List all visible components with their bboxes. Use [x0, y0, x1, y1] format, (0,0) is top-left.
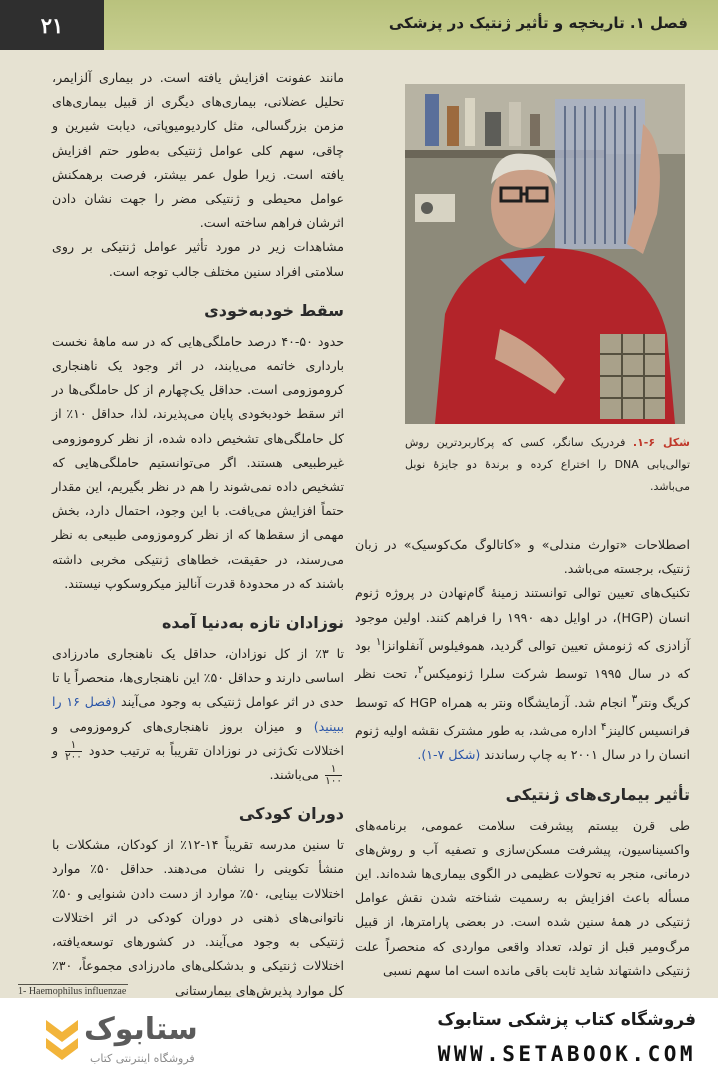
figure-photo-sanger — [405, 84, 685, 424]
newborns-paragraph — [52, 642, 344, 787]
store-banner[interactable] — [0, 998, 718, 1080]
section-heading-miscarriage: سقط خودبه‌خودی — [204, 300, 344, 320]
logo-chevron-icon — [42, 1012, 82, 1070]
right-column — [355, 533, 690, 983]
figure-caption-text: فردریک سانگر، کسی که پرکاربردترین روش توالی‌یابی DNA را اختراع کرده و برندۀ دو جایزۀ نوبل می‌باشد. — [405, 436, 690, 493]
sequencing-text-e: اداره می‌شد، به طور مشترک نقشه اولیه ژنوم انسان را در سال ۲۰۰۱ به چاپ رساندند — [355, 723, 690, 763]
fraction-numerator: ۱ — [65, 740, 82, 752]
footnote-marker: ۳ — [631, 692, 638, 705]
setabook-logo[interactable] — [42, 1012, 272, 1070]
store-name: فروشگاه کتاب پزشکی ستابوک — [437, 1010, 696, 1030]
footnote-divider — [18, 984, 128, 985]
section-heading-childhood: دوران کودکی — [238, 804, 344, 824]
newborns-text-a: تا ۳٪ از کل نوزادان، حداقل یک ناهنجاری مادرزادی اساسی دارند و حداقل ۵۰٪ این ناهنجاری‌ها، منحصراً یا تا حدی در اثر عوامل ژنتیکی به وجود می‌آیند — [52, 646, 344, 710]
footnote-marker: ۱ — [375, 635, 382, 648]
chapter-16-link[interactable]: (فصل ۱۶ را ببینید) — [52, 694, 344, 734]
fraction-one-100 — [325, 764, 342, 787]
newborns-end: می‌باشند. — [269, 767, 320, 783]
fraction-one-200 — [65, 740, 82, 763]
terms-paragraph: اصطلاحات «توارث مندلی» و «کاتالوگ مک‌کوسیک» در زبان ژنتیک، برجسته می‌باشد. — [355, 537, 690, 577]
sequencing-paragraph — [355, 581, 690, 767]
figure-label: شکل ۶-۱. — [632, 436, 690, 449]
left-column — [52, 66, 344, 998]
logo-wordmark: ستابوک — [84, 1012, 198, 1047]
fraction-numerator: ۱ — [325, 764, 342, 776]
page-number: ۲۱ — [0, 0, 104, 50]
genetic-impact-paragraph: طی قرن بیستم پیشرفت سلامت عمومی، برنامه‌های واکسیناسیون، پیشرفت مسکن‌سازی و تصفیه آب و روش‌های درمانی، منجر به تحولات عظیمی در الگوی بیماری‌ها شده‌اند. این مسأله باعث افزایش به رسمیت شناخته شدن نقش عوامل ژنتیکی در همۀ سنین شده است. در بعضی پارامترها، از قبیل مرگ‌ومیر قبل از تولد، تعداد واقعی مواردی که منحصراً علت ژنتیکی داشتهاند شاید ثابت باقی مانده است اما سهم نسبی — [355, 817, 690, 978]
fraction-denominator: ۲۰۰ — [65, 750, 82, 763]
fraction-joiner: و — [52, 742, 59, 758]
childhood-paragraph: تا سنین مدرسه تقریباً ۱۴-۱۲٪ از کودکان، مشکلات با منشأ تکوینی را نشان می‌دهند. حداقل ۵۰٪ موارد اختلالات بینایی، ۵۰٪ موارد از دست دادن شنوایی و ۵۰٪ ناتوانی‌های ذهنی در دوران کودکی در اثر اختلالات ژنتیکی به وجود می‌آیند. در کشورهای توسعه‌یافته، اختلالات ژنتیکی و بدشکلی‌های مادرزادی مجموعاً، ۳۰٪ کل موارد پذیرش‌های بیمارستانی — [52, 837, 344, 998]
miscarriage-paragraph: حدود ۵۰-۴۰ درصد حاملگی‌هایی که در سه ماهۀ نخست بارداری خاتمه می‌یابند، در اثر وجود یک ناهنجاری کروموزومی است. حداقل یک‌چهارم از کل حاملگی‌ها در اثر سقط خودبخودی پایان می‌پذیرند، لذا، حداقل ۱۰٪ از کل حاملگی‌های تشخیص داده شده، از نظر کروموزومی غیرطبیعی هستند. اگر می‌توانستیم حاملگی‌هایی که تشخیص داده نمی‌شوند را هم در نظر بگیریم، این مقدار حتماً افزایش می‌یافت. با این وجود، احتمال دارد، بخش مهمی از سقط‌ها که از نظر کروموزومی طبیعی به نظر می‌رسند، در حقیقت، خطاهای ژنتیکی مخربی داشته باشند که در محدودۀ قدرت آنالیز میکروسکوپ نیستند. — [52, 333, 344, 591]
sequencing-text-b: بود که در سال ۱۹۹۵ توسط شرکت سلرا ژنومیکس — [355, 638, 690, 682]
fraction-denominator: ۱۰۰ — [325, 775, 342, 788]
portrait-illustration — [405, 84, 685, 424]
page-header — [0, 0, 718, 50]
store-url-link[interactable]: WWW.SETABOOK.COM — [437, 1042, 696, 1066]
logo-tagline: فروشگاه اینترنتی کتاب — [90, 1052, 195, 1065]
sequencing-text-d: انجام شد. آزمایشگاه ونتر به همراه HGP که توسط فرانسیس کالینز — [355, 694, 690, 739]
figure-7-1-link[interactable]: (شکل ۷-۱). — [417, 747, 481, 763]
newborns-text-b: و میزان بروز ناهنجاری‌های کروموزومی و اختلالات تک‌ژنی در نوزادان تقریباً به ترتیب حدود — [52, 718, 344, 758]
intro-paragraph-1: مانند عفونت افزایش یافته است. در بیماری آلزایمر، تحلیل عضلانی، بیماری‌های دیگری از قبیل بیماری‌های مزمن بزرگسالی، مثل کاردیومیوپاتی، دیابت شیرین و چاقی، سهم کلی عوامل ژنتیکی به‌طور حتم افزایش یافته است. زیرا طول عمر بیشتر، فرصت برهمکنش عوامل محیطی و ژنتیکی مضر را جهت نشان دادن اثرشان فراهم ساخته است. — [52, 70, 344, 231]
intro-paragraph-2: مشاهدات زیر در مورد تأثیر عوامل ژنتیکی بر روی سلامتی افراد سنین مختلف جالب توجه است. — [52, 239, 344, 279]
chapter-title: فصل ۱. تاریخچه و تأثیر ژنتیک در پزشکی — [388, 14, 688, 32]
footnote-marker: ۲ — [417, 664, 424, 677]
footnote-marker: ۴ — [600, 720, 607, 733]
sequencing-text-c: ، تحت نظر کریگ ونتر — [355, 666, 690, 710]
sequencing-text-a: تکنیک‌های تعیین توالی توانستند زمینۀ گام‌نهادن در پروژه ژنوم انسان (HGP)، در اوایل دهه ۱۹۹۰ را فراهم کنند. اولین موجود آزادزی که ژنومش تعیین توالی گردید، هموفیلوس آنفلوانزا — [355, 585, 690, 653]
section-heading-genetic-impact: تأثیر بیماری‌های ژنتیکی — [505, 784, 690, 804]
footnote: 1- Haemophilus influenzae — [18, 986, 127, 997]
section-heading-newborns: نوزادان تازه به‌دنیا آمده — [161, 613, 344, 633]
figure-caption — [405, 432, 690, 498]
